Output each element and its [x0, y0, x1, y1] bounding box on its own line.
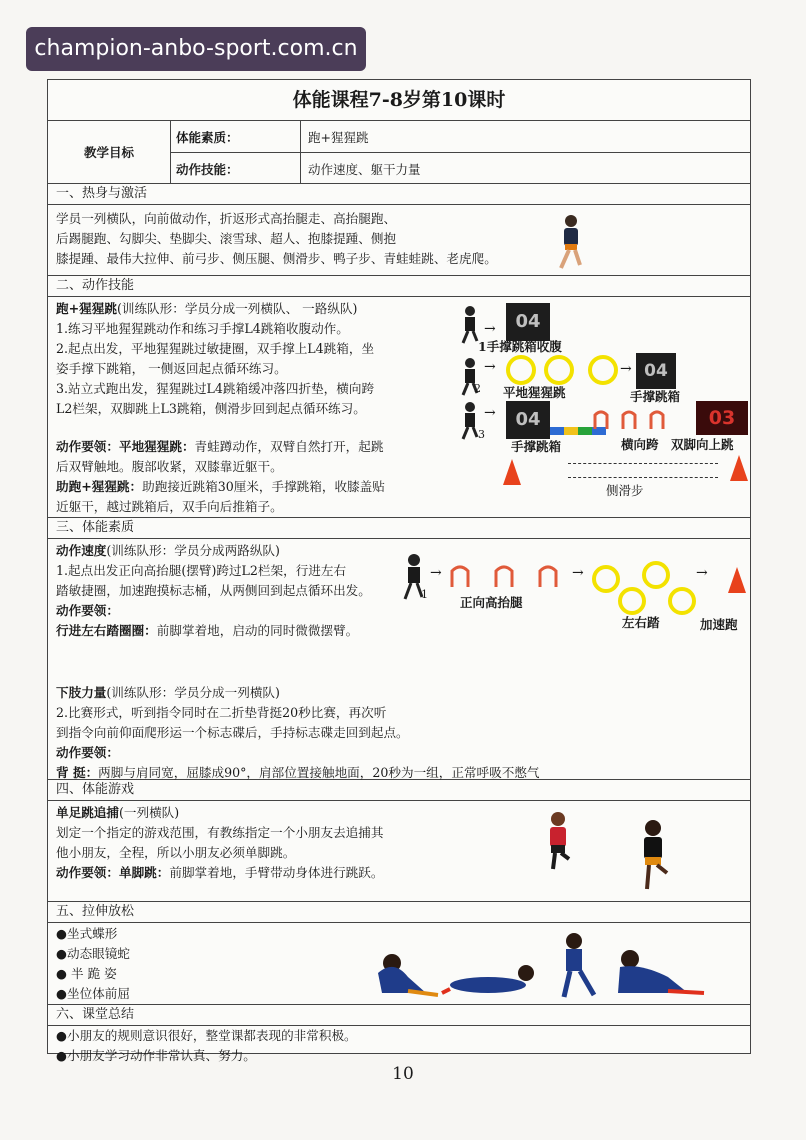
skill-essential: 青蛙蹲动作，双臂自然打开，起跳: [194, 439, 384, 454]
agility-ring: [668, 587, 696, 615]
game-subtitle: 单足跳追捕: [56, 805, 119, 820]
skill-step: 姿手撑下跳箱， 一侧返回起点循环练习。: [56, 361, 287, 376]
caption: 双脚向上跳: [671, 437, 734, 452]
warmup-line: 学员一列横队，向前做动作，折返形式高抬腿走、高抬腿跑、: [56, 211, 397, 226]
warmup-text: [56, 209, 497, 269]
agility-ring: [592, 565, 620, 593]
goal-label: 教学目标: [48, 121, 171, 183]
step-number: 2: [474, 382, 481, 395]
cone-icon: [730, 455, 748, 481]
summary-item: ●小朋友学习动作非常认真、努力。: [56, 1048, 256, 1063]
section-game: [48, 801, 750, 902]
page-number: 10: [392, 1064, 414, 1084]
section-stretch: [48, 923, 750, 1005]
jump-box-l4: 04: [506, 303, 550, 341]
stretch-item: ●坐式蝶形: [56, 926, 118, 941]
butterfly-stretch-figure: [378, 954, 438, 995]
caption: 手撑跳箱: [511, 439, 562, 454]
warmup-line: 后踢腿跑、勾脚尖、垫脚尖、滚雪球、超人、抱膝提踵、侧抱: [56, 231, 397, 246]
stretch-list: [56, 924, 130, 1004]
agility-ring: [618, 587, 646, 615]
shuffle-path: [568, 477, 718, 478]
fitness-step: 2.比赛形式，听到指令同时在二折垫背挺20秒比赛，再次听: [56, 705, 387, 720]
stretch-item: ●动态眼镜蛇: [56, 946, 130, 961]
agility-ring: [588, 355, 618, 385]
page-title: 体能课程7-8岁第10课时: [48, 80, 750, 121]
fitness-subtitle: 动作速度: [56, 543, 107, 558]
skill-essential: 近躯干，越过跳箱后，双手向后推箱子。: [56, 499, 283, 514]
fitness-step: 到指令向前仰面爬形运一个标志碟后，手持标志碟走回到起点。: [56, 725, 409, 740]
caption: 左右踏: [622, 615, 660, 630]
agility-ring: [506, 355, 536, 385]
section-skill-heading: 二、动作技能: [48, 276, 750, 297]
summary-list: [56, 1026, 357, 1066]
section-stretch-heading: 五、拉伸放松: [48, 902, 750, 923]
skill-subtitle: 跑+猩猩跳: [56, 301, 117, 316]
quality-value: 跑+猩猩跳: [308, 130, 369, 145]
fitness-formation: (训练队形：学员分成一列横队): [106, 685, 280, 700]
section-fitness: 动作速度(训练队形：学员分成两路纵队) 1.起点出发正向高抬腿(摆臂)跨过L2栏架，行进左右 踏敏捷圈，加速跑摸标志桶，从两侧回到起点循环出发。 动作要领： 行进左右踏圈圈：前脚掌着地，启动的同时微微摆臂。 下肢力量(训练队形：学员分成一列横队) 2.比赛形式，听到指令同时在二折垫背挺20秒比赛，再次听 到指令向前仰面爬形运一个标志碟后，手持标志碟走回到起点。 动作要领： 背 挺：两脚与肩同宽，屈膝成90°，肩部位置接触地面，20秒为一组，正常呼吸不憋气 1 → 正向高抬腿 → → 左右踏 加速跑: [48, 539, 750, 780]
skill-essential: 助跑接近跳箱30厘米，手撑跳箱，收膝盖贴: [142, 479, 385, 494]
skill-essential: 后双臂触地。腹部收紧，双膝靠近躯干。: [56, 459, 283, 474]
cobra-stretch-figure: [442, 965, 534, 993]
game-formation: (一列横队): [118, 805, 180, 820]
skill-step: 2.起点出发，平地猩猩跳过敏捷圈，双手撑上L4跳箱，坐: [56, 341, 375, 356]
hurdles-icon: [448, 561, 578, 591]
runner-icon: [458, 305, 480, 345]
stretch-item: ● 半 跪 姿: [56, 966, 117, 981]
game-essential-label: 动作要领：单脚跳：: [56, 865, 170, 880]
fitness-essential-label: 动作要领：: [56, 603, 119, 618]
goal-row-quality: [170, 121, 750, 152]
section-skill: 跑+猩猩跳(训练队形：学员分成一列横队、 一路纵队) 1.练习平地猩猩跳动作和练习手撑L4跳箱收腹动作。 2.起点出发，平地猩猩跳过敏捷圈，双手撑上L4跳箱，坐 姿手撑下跳箱， 一侧返回起点循环练习。 3.站立式跑出发，猩猩跳过L4跳箱缓冲落四折垫，横向跨 L2栏架，双脚跳上L3跳箱，侧滑步回到起点循环练习。 动作要领：平地猩猩跳：青蛙蹲动作，双臂自然打开，起跳 后双臂触地。腹部收紧，双膝靠近躯干。 助跑+猩猩跳：助跑接近跳箱30厘米，手撑跳箱，收膝盖贴 近躯干，越过跳箱后，双手向后推箱子。 → 04 1手撑跳箱收腹 2 → → 04 平地猩猩跳 手撑跳箱 3 → 04 03 手撑跳箱 横向跨 双脚向上跳 侧滑步: [48, 297, 750, 518]
warmup-line: 膝提踵、最伟大拉伸、前弓步、侧压腿、侧滑步、鸭子步、青蛙蛙跳、老虎爬。: [56, 251, 497, 266]
skill-essential-label: 动作要领：平地猩猩跳：: [56, 439, 195, 454]
section-warmup: [48, 205, 750, 276]
fitness-subtitle: 下肢力量: [56, 685, 107, 700]
shuffle-path: [568, 463, 718, 464]
watermark-banner: champion-anbo-sport.com.cn: [26, 27, 366, 71]
running-child-icon: [553, 213, 585, 271]
caption: 平地猩猩跳: [503, 385, 566, 400]
goal-row-skill: [170, 152, 750, 184]
skill-step: 3.站立式跑出发，猩猩跳过L4跳箱缓冲落四折垫，横向跨: [56, 381, 375, 396]
fitness-essential-label: 行进左右踏圈圈：: [56, 623, 157, 638]
step-number: 1: [421, 588, 428, 601]
hopping-child-icon: [540, 811, 576, 871]
jump-box-l4: 04: [636, 353, 676, 389]
section-summary: [48, 1026, 750, 1066]
cone-icon: [728, 567, 746, 593]
stretch-item: ●坐位体前屈: [56, 986, 130, 1001]
skill-text: [56, 299, 436, 517]
skill-value: 动作速度、躯干力量: [308, 162, 421, 177]
fitness-essential: 两脚与肩同宽，屈膝成90°，肩部位置接触地面，20秒为一组，正常呼吸不憋气: [98, 765, 540, 780]
section-summary-heading: 六、课堂总结: [48, 1005, 750, 1026]
game-essential: 前脚掌着地，手臂带动身体进行跳跃。: [169, 865, 384, 880]
half-kneel-figure: [564, 933, 594, 997]
game-text: [56, 803, 476, 883]
fitness-step: 1.起点出发正向高抬腿(摆臂)跨过L2栏架，行进左右: [56, 563, 347, 578]
skill-key: 动作技能：: [176, 162, 239, 177]
skill-step: 1.练习平地猩猩跳动作和练习手撑L4跳箱收腹动作。: [56, 321, 349, 336]
hopping-child-icon: [633, 819, 675, 891]
fitness-essential: 前脚掌着地，启动的同时微微摆臂。: [156, 623, 359, 638]
fitness-formation: (训练队形：学员分成两路纵队): [106, 543, 280, 558]
caption: 加速跑: [700, 617, 738, 632]
agility-ring: [642, 561, 670, 589]
jump-box-l4: 04: [506, 401, 550, 439]
skill-formation: (训练队形：学员分成一列横队、 一路纵队): [116, 301, 358, 316]
caption: 1手撑跳箱收腹: [478, 339, 562, 354]
section-warmup-heading: 一、热身与激活: [48, 184, 750, 205]
sit-reach-figure: [618, 950, 704, 993]
caption: 正向高抬腿: [460, 595, 523, 610]
runner-icon: [458, 401, 480, 441]
fitness-step: 踏敏捷圈，加速跑摸标志桶，从两侧回到起点循环出发。: [56, 583, 371, 598]
lesson-sheet: [47, 79, 751, 1063]
section-game-heading: 四、体能游戏: [48, 780, 750, 801]
teaching-goal-table: [48, 121, 750, 184]
summary-item: ●小朋友的规则意识很好，整堂课都表现的非常积极。: [56, 1028, 357, 1043]
hurdles-icon: [593, 407, 693, 433]
skill-step: L2栏架，双脚跳上L3跳箱，侧滑步回到起点循环练习。: [56, 401, 366, 416]
caption: 横向跨: [621, 437, 659, 452]
cone-icon: [503, 459, 521, 485]
skill-essential-label: 助跑+猩猩跳：: [56, 479, 143, 494]
fitness-essential-label: 背 挺：: [56, 765, 99, 780]
agility-ring: [544, 355, 574, 385]
stretching-children-illustration: [368, 933, 708, 1001]
fitness-essential-label: 动作要领：: [56, 745, 119, 760]
caption: 手撑跳箱: [630, 389, 681, 404]
jump-box-l3: 03: [696, 401, 748, 435]
caption: 侧滑步: [606, 483, 644, 498]
game-rule: 他小朋友，全程，所以小朋友必须单脚跳。: [56, 845, 296, 860]
step-number: 3: [478, 428, 485, 441]
game-rule: 划定一个指定的游戏范围，有教练指定一个小朋友去追捕其: [56, 825, 384, 840]
quality-key: 体能素质：: [176, 130, 239, 145]
section-fitness-heading: 三、体能素质: [48, 518, 750, 539]
